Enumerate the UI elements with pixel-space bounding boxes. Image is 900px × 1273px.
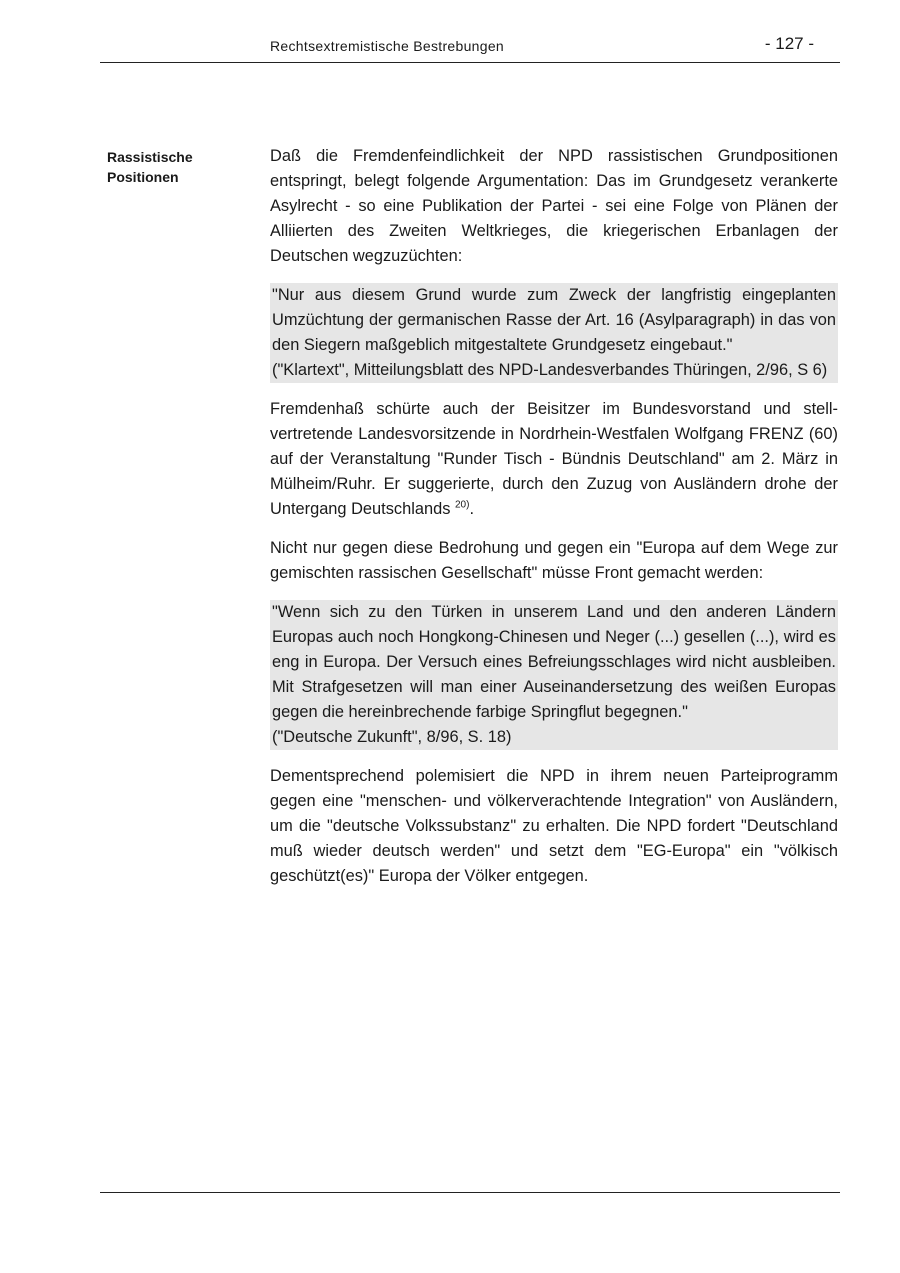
margin-heading (107, 147, 237, 187)
main-text (270, 144, 838, 903)
quote-1-text: "Nur aus diesem Grund wurde zum Zweck der langfristig eingeplanten Umzüchtung der germanischen Rasse der Art. 16 (Asylparagraph) in das von den Siegern maßgeblich mitgestaltete Grundgesetz eingebaut." (272, 286, 836, 354)
header-title: Rechtsextremistische Bestrebungen (270, 38, 505, 54)
paragraph-2 (270, 397, 838, 522)
paragraph-2-text: Fremdenhaß schürte auch der Beisitzer im Bundesvorstand und stellvertretende Landesvorsitzende in Nordrhein-Westfalen Wolfgang FRENZ (60) auf der Veranstaltung "Runder Tisch - Bündnis Deutschland" am 2. März in Mülheim/Ruhr. Er suggerierte, durch den Zuzug von Ausländern drohe der Untergang Deutschlands (270, 400, 838, 518)
footnote-marker: 20) (454, 499, 470, 511)
margin-heading-line2: Positionen (107, 169, 179, 185)
margin-heading-line1: Rassistische (107, 149, 193, 165)
page-number: - 127 - (764, 34, 814, 53)
paragraph-2-end: . (469, 500, 474, 518)
paragraph-3: Nicht nur gegen diese Bedrohung und gegen ein "Europa auf dem Wege zur gemischten rassischen Gesellschaft" müsse Front gemacht werden: (270, 539, 838, 582)
quote-block-2 (270, 600, 838, 750)
paragraph-4: Dementsprechend polemisiert die NPD in ihrem neuen Parteiprogramm gegen eine "menschen- und völkerverachtende Integration" von Ausländern, um die "deutsche Volkssubstanz" zu erhalten. Die NPD fordert "Deutschland muß wieder deutsch werden" und setzt dem "EG-Europa" ein "völkisch geschützt(es)" Europa der Völker entgegen. (270, 767, 838, 885)
paragraph-1: Daß die Fremdenfeindlichkeit der NPD rassistischen Grundpositionen entspringt, belegt folgende Argumentation: Das im Grundgesetz verankerte Asylrecht - so eine Publikation der Partei - sei eine Folge von Plänen der Alliierten des Zweiten Weltkrieges, die kriegerischen Erbanlagen der Deutschen wegzuzüchten: (270, 147, 838, 265)
footer-rule (100, 1192, 840, 1193)
quote-block-1 (270, 283, 838, 383)
quote-2-text: "Wenn sich zu den Türken in unserem Land und den anderen Ländern Europas auch noch Hongkong-Chinesen und Neger (...) gesellen (...), wird es eng in Europa. Der Versuch eines Befreiungsschlages wird nicht ausbleiben. Mit Strafgesetzen will man einer Auseinandersetzung des weißen Europas gegen die hereinbrechende farbige Springflut begegnen." (272, 603, 836, 721)
quote-1-source: ("Klartext", Mitteilungsblatt des NPD-Landesverbandes Thüringen, 2/96, S 6) (272, 361, 828, 379)
page-header (100, 36, 840, 63)
quote-2-source: ("Deutsche Zukunft", 8/96, S. 18) (272, 728, 512, 746)
